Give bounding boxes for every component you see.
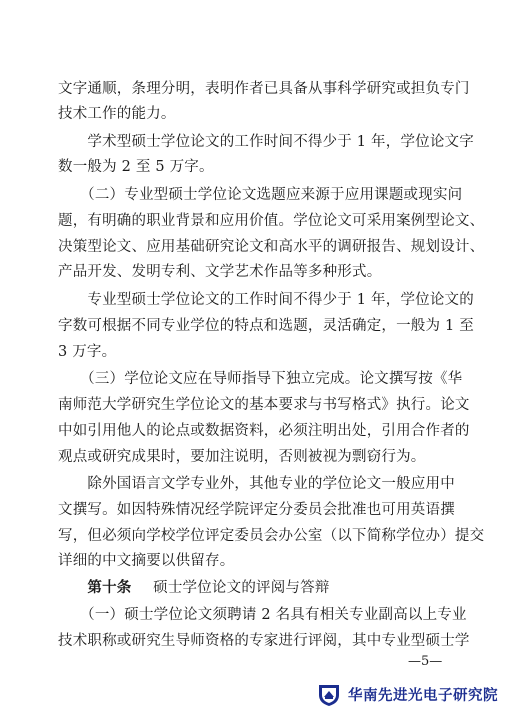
text-line: 观点或研究成果时，要加注说明，否则被视为剽窃行为。 (58, 449, 426, 465)
text-line: 3 万字。 (58, 344, 117, 360)
text-line: 除外国语言文学专业外，其他专业的学位论文一般应用中 (58, 476, 455, 492)
text-line: 字数可根据不同专业学位的特点和选题，灵活确定，一般为 1 至 (58, 318, 474, 334)
article-heading (58, 578, 330, 598)
text-line: 技术工作的能力。 (58, 106, 176, 122)
text-line: 学术型硕士学位论文的工作时间不得少于 1 年，学位论文字 (58, 134, 474, 150)
article-label: 第十条 (58, 580, 132, 596)
article-title: 硕士学位论文的评阅与答辩 (153, 580, 330, 596)
watermark-text: 华南先进光电子研究院 (348, 687, 498, 704)
text-line: 写，但必须向学校学位评定委员会办公室（以下简称学位办）提交 (58, 528, 485, 544)
text-line: 产品开发、发明专利、文学艺术作品等多种形式。 (58, 264, 382, 280)
text-line: 文撰写。如因特殊情况经学院评定分委员会批准也可用英语撰 (58, 502, 455, 518)
text-line: 文字通顺，条理分明，表明作者已具备从事科学研究或担负专门 (58, 81, 470, 97)
text-line: 技术职称或研究生导师资格的专家进行评阅，其中专业型硕士学 (58, 633, 470, 649)
text-line: 中如引用他人的论点或数据资料，必须注明出处，引用合作者的 (58, 423, 470, 439)
text-line: 题，有明确的职业背景和应用价值。学位论文可采用案例型论文、 (58, 213, 485, 229)
text-line: （三）学位论文应在导师指导下独立完成。论文撰写按《华 (58, 371, 463, 387)
text-line: 数一般为 2 至 5 万字。 (58, 159, 214, 175)
text-line: 详细的中文摘要以供留存。 (58, 553, 235, 569)
institute-logo-icon (316, 681, 342, 707)
text-line: （一）硕士学位论文须聘请 2 名具有相关专业副高以上专业 (58, 607, 467, 623)
text-line: （二）专业型硕士学位论文选题应来源于应用课题或现实问 (58, 187, 463, 203)
text-line: 专业型硕士学位论文的工作时间不得少于 1 年，学位论文的 (58, 292, 474, 308)
text-line: 决策型论文、应用基础研究论文和高水平的调研报告、规划设计、 (58, 239, 485, 255)
watermark (316, 680, 498, 708)
text-line: 南师范大学研究生学位论文的基本要求与书写格式》执行。论文 (58, 397, 470, 413)
page-number: —5— (408, 654, 443, 669)
